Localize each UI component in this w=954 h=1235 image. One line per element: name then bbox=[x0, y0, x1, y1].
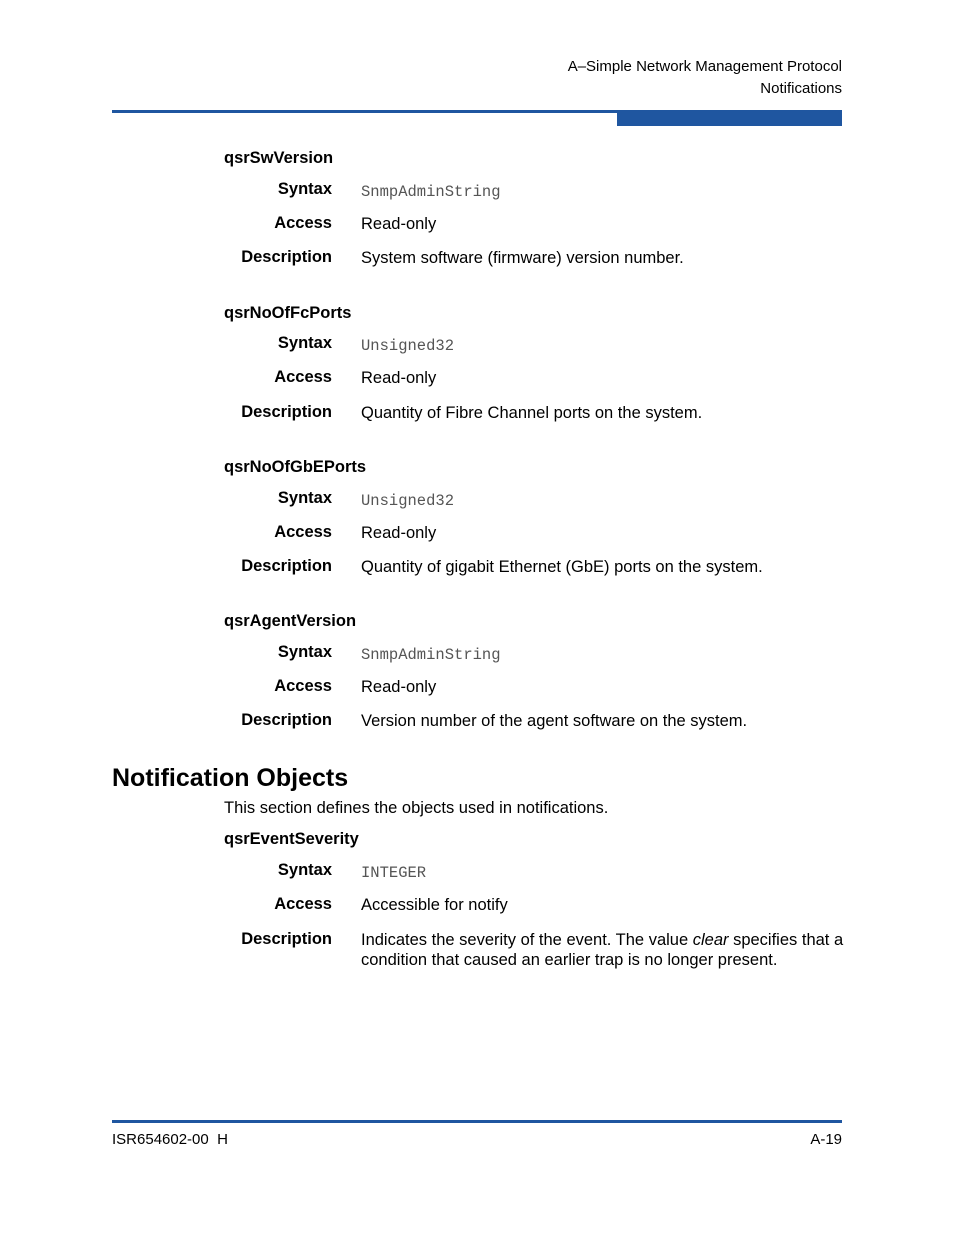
syntax-label: Syntax bbox=[277, 861, 332, 879]
description-text: Indicates the severity of the event. The value bbox=[361, 931, 693, 949]
access-label: Access bbox=[274, 895, 332, 913]
access-label: Access bbox=[274, 214, 332, 232]
syntax-value: SnmpAdminString bbox=[361, 646, 501, 664]
description-value: Quantity of gigabit Ethernet (GbE) ports on the system. bbox=[361, 558, 763, 576]
access-value: Read-only bbox=[361, 215, 437, 233]
description-emphasis: clear bbox=[692, 931, 729, 949]
description-value: Version number of the agent software on the system. bbox=[361, 712, 748, 730]
header-rule bbox=[112, 110, 617, 113]
description-value: System software (firmware) version number. bbox=[361, 249, 684, 267]
object-name: qsrSwVersion bbox=[224, 149, 334, 167]
section-intro: This section defines the objects used in notifications. bbox=[224, 799, 609, 817]
object-name: qsrEventSeverity bbox=[224, 830, 359, 848]
footer-rule bbox=[112, 1120, 842, 1123]
description-value: Quantity of Fibre Channel ports on the system. bbox=[361, 404, 703, 422]
access-label: Access bbox=[274, 677, 332, 695]
access-value: Read-only bbox=[361, 369, 437, 387]
syntax-label: Syntax bbox=[277, 489, 332, 507]
description-label: Description bbox=[241, 557, 332, 575]
object-name: qsrNoOfFcPorts bbox=[224, 304, 352, 322]
syntax-label: Syntax bbox=[277, 180, 332, 198]
object-name: qsrAgentVersion bbox=[224, 612, 357, 630]
description-label: Description bbox=[241, 930, 332, 948]
description-label: Description bbox=[241, 248, 332, 266]
syntax-value: Unsigned32 bbox=[361, 492, 455, 510]
section-title: Notification Objects bbox=[112, 764, 349, 792]
access-label: Access bbox=[274, 523, 332, 541]
description-label: Description bbox=[241, 711, 332, 729]
syntax-value: INTEGER bbox=[361, 864, 427, 882]
access-value: Read-only bbox=[361, 524, 437, 542]
footer-page-number: A-19 bbox=[810, 1131, 842, 1148]
page-header-chapter: A–Simple Network Management Protocol bbox=[567, 58, 842, 75]
object-name: qsrNoOfGbEPorts bbox=[224, 458, 367, 476]
header-accent-bar bbox=[617, 110, 842, 126]
description-value bbox=[361, 930, 846, 970]
access-value: Accessible for notify bbox=[361, 896, 508, 914]
description-text: specifies that a condition that caused an earlier trap is no longer present. bbox=[361, 931, 844, 969]
syntax-label: Syntax bbox=[277, 643, 332, 661]
footer-doc-id: ISR654602-00 H bbox=[112, 1131, 228, 1148]
syntax-value: Unsigned32 bbox=[361, 337, 455, 355]
page-header-section: Notifications bbox=[760, 80, 842, 97]
access-label: Access bbox=[274, 368, 332, 386]
syntax-value: SnmpAdminString bbox=[361, 183, 501, 201]
syntax-label: Syntax bbox=[277, 334, 332, 352]
description-label: Description bbox=[241, 403, 332, 421]
access-value: Read-only bbox=[361, 678, 437, 696]
